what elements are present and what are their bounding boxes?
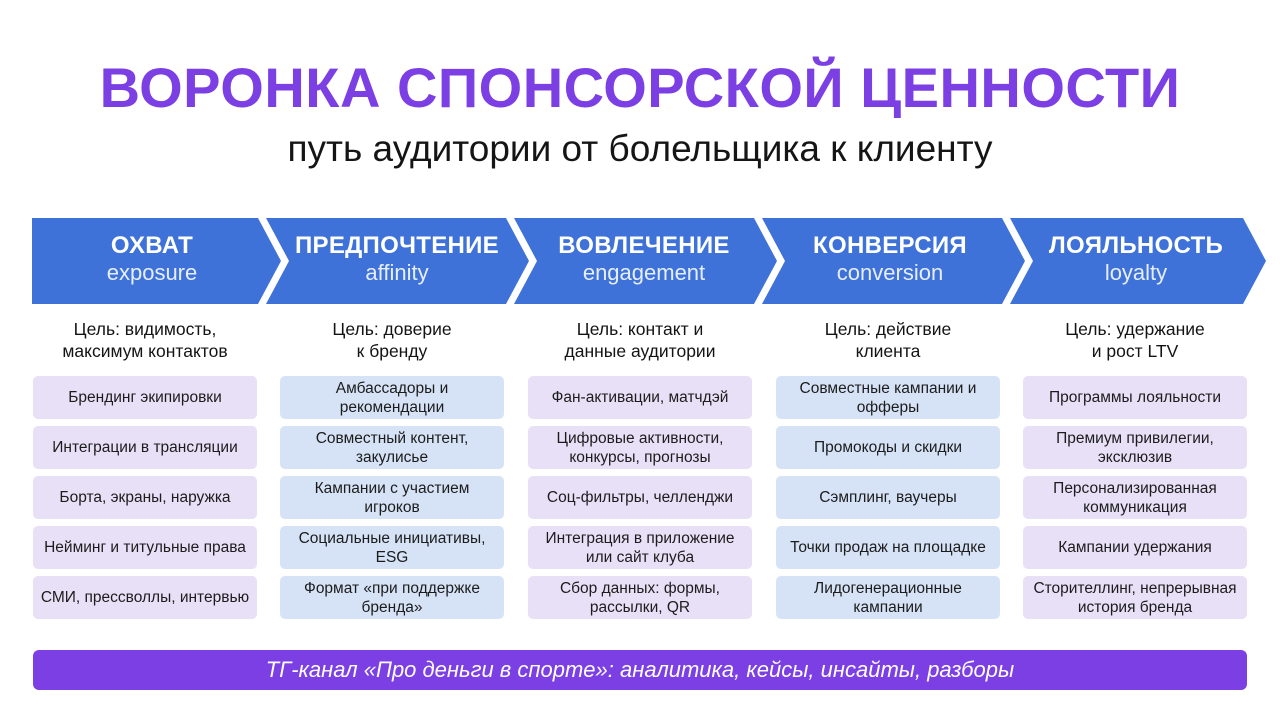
goal-line: клиента [855, 341, 921, 361]
tactic-card: Кампании с участием игроков [280, 476, 504, 519]
tactic-card: СМИ, прессволлы, интервью [33, 576, 257, 619]
tactic-card: Фан-активации, матчдэй [528, 376, 752, 419]
stage-goal-conversion [776, 318, 1000, 362]
stage-goal-exposure [33, 318, 257, 362]
stage-subtitle: loyalty [1104, 260, 1168, 285]
page-subtitle: путь аудитории от болельщика к клиенту [287, 128, 993, 169]
tactic-card: Программы лояльности [1023, 376, 1247, 419]
goal-line: к бренду [356, 341, 428, 361]
tactic-card: Совместный контент, закулисье [280, 426, 504, 469]
tactic-card: Точки продаж на площадке [776, 526, 1000, 569]
tactic-card: Борта, экраны, наружка [33, 476, 257, 519]
stage-subtitle: conversion [836, 260, 944, 285]
stage-title: ПРЕДПОЧТЕНИЕ [294, 232, 499, 259]
goal-line: Цель: удержание [1065, 319, 1205, 339]
tactic-card: Персонализированная коммуникация [1023, 476, 1247, 519]
stage-goal-loyalty [1023, 318, 1247, 362]
tactic-card: Кампании удержания [1023, 526, 1247, 569]
tactic-card: Формат «при поддержке бренда» [280, 576, 504, 619]
tactic-card: Интеграция в приложение или сайт клуба [528, 526, 752, 569]
stage-goal-engagement [528, 318, 752, 362]
goal-line: Цель: доверие [332, 319, 452, 339]
goal-line: Цель: контакт и [576, 319, 704, 339]
tactic-card: Цифровые активности, конкурсы, прогнозы [528, 426, 752, 469]
tactic-card: Сбор данных: формы, рассылки, QR [528, 576, 752, 619]
goal-line: данные аудитории [564, 341, 716, 361]
stage-header-affinity [282, 232, 512, 286]
stage-header-exposure [37, 232, 267, 286]
tactic-card: Нейминг и титульные права [33, 526, 257, 569]
tactic-card: Интеграции в трансляции [33, 426, 257, 469]
stage-title: ОХВАТ [110, 232, 194, 259]
tactic-card: Брендинг экипировки [33, 376, 257, 419]
tactic-card: Сторителлинг, непрерывная история бренда [1023, 576, 1247, 619]
stage-subtitle: affinity [365, 260, 429, 285]
stage-goal-affinity [280, 318, 504, 362]
stage-title: КОНВЕРСИЯ [813, 232, 967, 259]
stage-header-loyalty [1021, 232, 1251, 286]
tactic-card: Премиум привилегии, эксклюзив [1023, 426, 1247, 469]
goal-line: Цель: действие [824, 319, 952, 339]
tactic-card: Амбассадоры и рекомендации [280, 376, 504, 419]
stage-title: ЛОЯЛЬНОСТЬ [1048, 232, 1224, 259]
stage-header-engagement [529, 232, 759, 286]
tactic-card: Сэмплинг, ваучеры [776, 476, 1000, 519]
page-title: ВОРОНКА СПОНСОРСКОЙ ЦЕННОСТИ [99, 56, 1181, 119]
footer-banner: ТГ-канал «Про деньги в спорте»: аналитика, кейсы, инсайты, разборы [33, 650, 1247, 690]
stage-subtitle: exposure [106, 260, 198, 285]
goal-line: максимум контактов [62, 341, 228, 361]
tactic-card: Соц-фильтры, челленджи [528, 476, 752, 519]
goal-line: и рост LTV [1091, 341, 1179, 361]
goal-line: Цель: видимость, [73, 319, 217, 339]
tactic-card: Промокоды и скидки [776, 426, 1000, 469]
stage-header-conversion [775, 232, 1005, 286]
stage-subtitle: engagement [582, 260, 706, 285]
tactic-card: Социальные инициативы, ESG [280, 526, 504, 569]
funnel-stages [32, 218, 1266, 304]
stage-title: ВОВЛЕЧЕНИЕ [558, 232, 730, 259]
tactic-card: Совместные кампании и офферы [776, 376, 1000, 419]
tactic-card: Лидогенерационные кампании [776, 576, 1000, 619]
